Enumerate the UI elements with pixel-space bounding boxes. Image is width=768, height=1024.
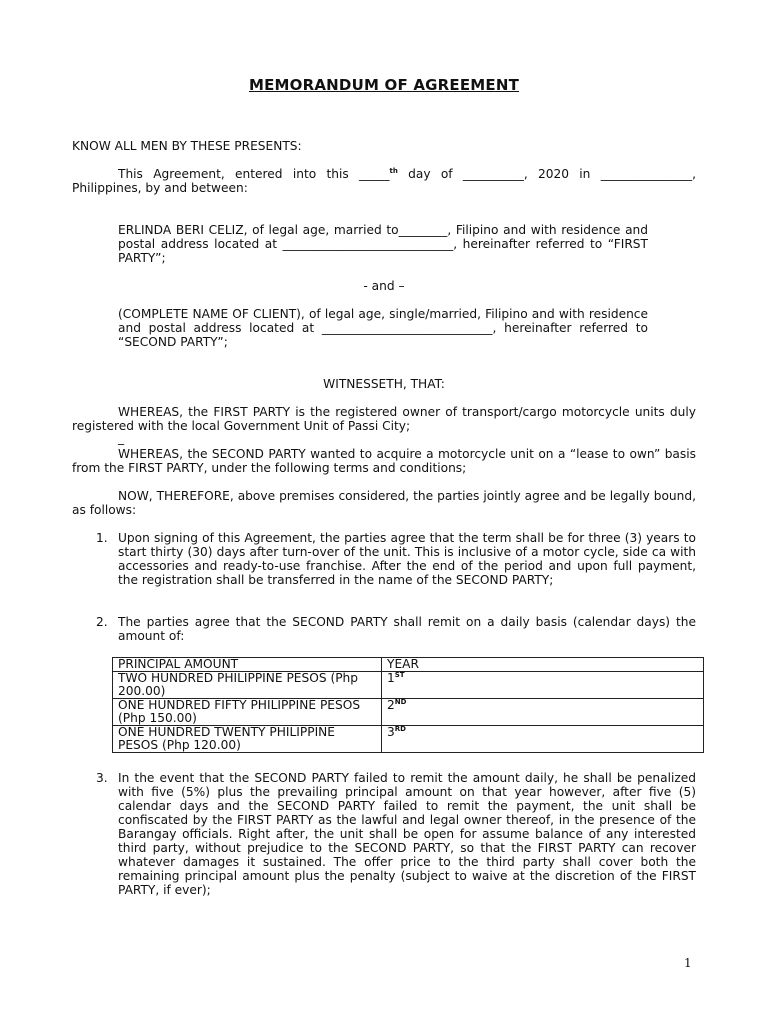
witnesseth-heading: WITNESSETH, THAT: bbox=[323, 377, 445, 391]
year-number: 2 bbox=[387, 698, 395, 712]
page-number: 1 bbox=[684, 956, 692, 970]
table-header-cell: PRINCIPAL AMOUNT bbox=[113, 658, 382, 672]
table-cell-amount: ONE HUNDRED FIFTY PHILIPPINE PESOS (Php 150.00) bbox=[113, 699, 382, 726]
table-cell-year bbox=[382, 699, 704, 726]
and-separator: - and – bbox=[363, 279, 405, 293]
item-number: 1. bbox=[96, 531, 108, 545]
item-text: Upon signing of this Agreement, the parties agree that the term shall be for three (3) years to start thirty (30) days after turn-over of the unit. This is inclusive of a motor cycle, side ca with accessories and ready-to-use franchise. After the end of the period and upon full payment, the registration shall be transferred in the name of the SECOND PARTY; bbox=[118, 531, 696, 587]
table-cell-year bbox=[382, 672, 704, 699]
intro-text-a: This Agreement, entered into this _____ bbox=[118, 167, 390, 181]
intro-text-b: day of __________, 2020 in _______________, Philippines, by and between: bbox=[72, 167, 696, 195]
whereas-first-paragraph: WHEREAS, the FIRST PARTY is the registered owner of transport/cargo motorcycle units duly registered with the local Government Unit of Passi City; bbox=[72, 405, 696, 433]
table-header-row bbox=[113, 658, 704, 672]
table-header-cell: YEAR bbox=[382, 658, 704, 672]
year-number: 3 bbox=[387, 725, 395, 739]
item-number: 3. bbox=[96, 771, 108, 785]
table-cell-year bbox=[382, 726, 704, 753]
year-number: 1 bbox=[387, 671, 395, 685]
year-ordinal-suffix: RD bbox=[394, 725, 406, 733]
second-party-paragraph: (COMPLETE NAME OF CLIENT), of legal age, single/married, Filipino and with residence and postal address located at ____________________________, hereinafter referred to “SECOND PARTY”; bbox=[118, 307, 648, 349]
stray-underscore: _ bbox=[118, 431, 125, 445]
whereas-second-paragraph: WHEREAS, the SECOND PARTY wanted to acquire a motorcycle unit on a “lease to own” basis from the FIRST PARTY, under the following terms and conditions; bbox=[72, 447, 696, 475]
know-all-men: KNOW ALL MEN BY THESE PRESENTS: bbox=[72, 139, 302, 153]
year-ordinal-suffix: ST bbox=[394, 671, 405, 679]
table-cell-amount: TWO HUNDRED PHILIPPINE PESOS (Php 200.00) bbox=[113, 672, 382, 699]
item-number: 2. bbox=[96, 615, 108, 629]
item-text: In the event that the SECOND PARTY failed to remit the amount daily, he shall be penalized with five (5%) plus the prevailing principal amount on that year however, after five (5) calendar days and the SECOND PARTY failed to remit the payment, the unit shall be confiscated by the FIRST PARTY as the lawful and legal owner thereof, in the presence of the Barangay officials. Right after, the unit shall be open for assume balance of any interested third party, without prejudice to the SECOND PARTY, so that the FIRST PARTY can recover whatever damages it sustained. The offer price to the third party shall cover both the remaining principal amount plus the penalty (subject to waive at the discretion of the FIRST PARTY, if ever); bbox=[118, 771, 696, 897]
item-text: The parties agree that the SECOND PARTY shall remit on a daily basis (calendar days) the amount of: bbox=[118, 615, 696, 643]
now-therefore-paragraph: NOW, THEREFORE, above premises considered, the parties jointly agree and be legally bound, as follows: bbox=[72, 489, 696, 517]
intro-paragraph bbox=[72, 167, 696, 195]
principal-amount-table bbox=[112, 657, 704, 753]
intro-superscript: th bbox=[389, 167, 398, 175]
table-cell-amount: ONE HUNDRED TWENTY PHILIPPINE PESOS (Php 120.00) bbox=[113, 726, 382, 753]
table-row bbox=[113, 726, 704, 753]
table-row bbox=[113, 672, 704, 699]
year-ordinal-suffix: ND bbox=[394, 698, 407, 706]
table-row bbox=[113, 699, 704, 726]
first-party-paragraph: ERLINDA BERI CELIZ, of legal age, married to________, Filipino and with residence and postal address located at ____________________________, hereinafter referred to “FIRST PARTY”; bbox=[118, 223, 648, 265]
document-title: MEMORANDUM OF AGREEMENT bbox=[248, 76, 520, 94]
